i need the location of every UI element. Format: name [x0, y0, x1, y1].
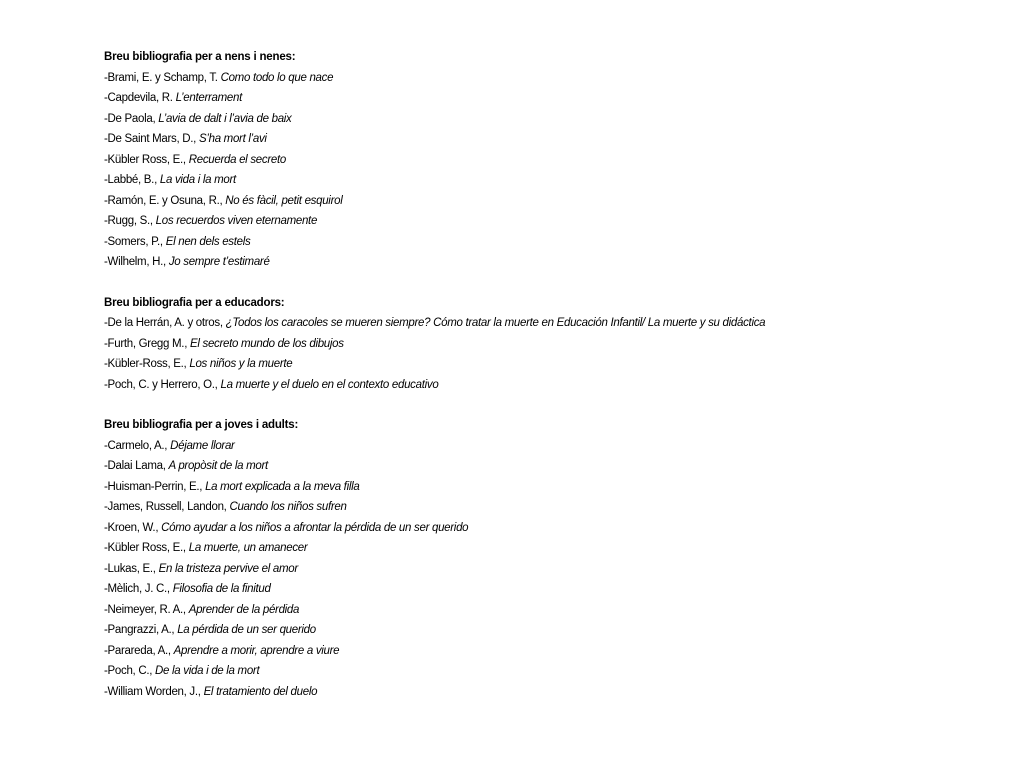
entry-author: -Furth, Gregg M., [104, 337, 190, 350]
entry-title: Los recuerdos viven eternamente [155, 215, 318, 227]
entry-title: Jo sempre t’estimaré [168, 256, 270, 268]
entry-title: ¿Todos los caracoles se mueren siempre? Cómo tratar la muerte en Educación Infantil/ La muerte y su didáctica [225, 317, 766, 329]
entry-title: Recuerda el secreto [188, 153, 286, 166]
entry-author: -Somers, P., [104, 235, 166, 248]
list-item [104, 375, 1004, 396]
list-item [104, 354, 1004, 375]
entry-author: -Kübler-Ross, E., [104, 358, 190, 370]
list-item [104, 436, 1004, 457]
bibliography-page [104, 47, 1004, 722]
entry-author: -Huisman-Perrin, E., [104, 480, 206, 493]
list-item [104, 600, 1004, 621]
list-item [104, 477, 1004, 498]
list-item [104, 661, 1004, 682]
entry-author: -De la Herrán, A. y otros, [104, 317, 226, 329]
entry-title: Aprendre a morir, aprendre a viure [173, 644, 340, 657]
entry-title: De la vida i de la mort [155, 665, 260, 677]
entry-author: -Ramón, E. y Osuna, R., [104, 194, 226, 207]
entry-author: -Poch, C., [104, 665, 156, 677]
list-item [104, 334, 1004, 355]
entry-title: A propòsit de la mort [168, 460, 268, 472]
section-title: Breu bibliografia per a joves i adults: [104, 419, 299, 431]
list-item [104, 211, 1004, 232]
entry-author: -Capdevila, R. [104, 92, 176, 104]
entry-title: Filosofia de la finitud [172, 583, 271, 595]
entry-title: El secreto mundo de los dibujos [189, 337, 344, 350]
list-item [104, 559, 1004, 580]
entry-author: -Rugg, S., [104, 215, 156, 227]
list-item [104, 538, 1004, 559]
list-item [104, 579, 1004, 600]
list-item [104, 518, 1004, 539]
entry-author: -Lukas, E., [104, 562, 159, 575]
entry-title: Los niños y la muerte [189, 358, 293, 370]
list-item [104, 682, 1004, 703]
section-youth-adults [104, 415, 1004, 702]
entry-author: -Kroen, W., [104, 521, 162, 534]
entry-author: -Carmelo, A., [104, 439, 171, 452]
entry-author: -Kübler Ross, E., [104, 153, 189, 166]
entry-title: Como todo lo que nace [220, 71, 334, 84]
list-item [104, 313, 1004, 334]
entry-author: -De Saint Mars, D., [104, 133, 199, 145]
list-item [104, 497, 1004, 518]
entry-title: La vida i la mort [159, 174, 236, 186]
entry-title: No és fàcil, petit esquirol [225, 194, 343, 207]
section-title: Breu bibliografia per a nens i nenes: [104, 51, 296, 63]
entry-title: Cómo ayudar a los niños a afrontar la pérdida de un ser querido [161, 521, 469, 534]
entry-author: -James, Russell, Landon, [104, 501, 230, 513]
entry-title: El tratamiento del duelo [203, 685, 318, 698]
section-children [104, 47, 1004, 273]
list-item [104, 150, 1004, 171]
entry-author: -Kübler Ross, E., [104, 542, 189, 554]
list-item [104, 109, 1004, 130]
list-item [104, 170, 1004, 191]
entry-author: -Parareda, A., [104, 644, 174, 657]
entry-author: -Brami, E. y Schamp, T. [104, 71, 221, 84]
entry-title: La pérdida de un ser querido [177, 624, 316, 636]
entry-title: S’ha mort l’avi [198, 133, 267, 145]
list-item [104, 88, 1004, 109]
list-item [104, 232, 1004, 253]
entry-title: La muerte, un amanecer [188, 542, 308, 554]
entry-title: Cuando los niños sufren [229, 501, 347, 513]
entry-title: En la tristeza pervive el amor [158, 562, 298, 575]
entry-author: -William Worden, J., [104, 685, 204, 698]
entry-author: -Poch, C. y Herrero, O., [104, 378, 221, 391]
list-item [104, 191, 1004, 212]
entry-title: Déjame llorar [170, 439, 235, 452]
list-item [104, 641, 1004, 662]
section-educators [104, 293, 1004, 396]
entry-title: La mort explicada a la meva filla [205, 480, 360, 493]
entry-author: -Neimeyer, R. A., [104, 603, 189, 616]
list-item [104, 129, 1004, 150]
list-item [104, 68, 1004, 89]
entry-author: -Wilhelm, H., [104, 256, 169, 268]
entry-author: -Labbé, B., [104, 174, 160, 186]
entry-title: La muerte y el duelo en el contexto educativo [220, 378, 439, 391]
list-item [104, 620, 1004, 641]
entry-title: Aprender de la pérdida [188, 603, 300, 616]
entry-author: -De Paola, [104, 112, 159, 125]
list-item [104, 456, 1004, 477]
entry-author: -Pangrazzi, A., [104, 624, 178, 636]
entry-title: L’avia de dalt i l’avia de baix [158, 112, 292, 125]
entry-author: -Dalai Lama, [104, 460, 169, 472]
entry-author: -Mèlich, J. C., [104, 583, 173, 595]
entry-title: L’enterrament [175, 92, 242, 104]
list-item [104, 252, 1004, 273]
entry-title: El nen dels estels [165, 235, 251, 248]
section-title: Breu bibliografia per a educadors: [104, 296, 285, 309]
